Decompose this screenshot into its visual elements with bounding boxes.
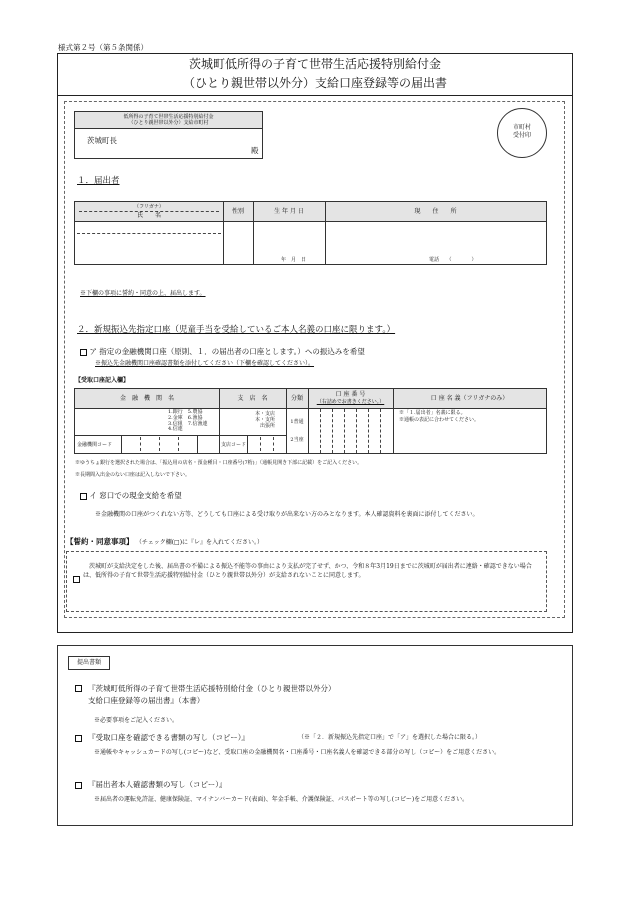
furigana-input-line — [77, 233, 221, 234]
option-a-text: 指定の金融機関口座（原則、１．の届出者の口座とします。）への振込みを希望 — [99, 347, 365, 356]
form-title-line2: （ひとり親世帯以外分）支給口座登録等の届出書 — [182, 76, 447, 90]
bank-code-digit-sep — [140, 437, 141, 451]
branch-code-digit-sep — [273, 437, 274, 451]
submission-documents-box — [57, 645, 573, 826]
pledge-text: 茨城町が支給決定をした後、届出書の不備による振込不能等の事由により支払が完了せず、かつ、令和８年3月19日までに茨城町が届出者に連絡・確認できない場合は、低所得の子育て世帯生活応援特別給付金（ひとり親世帯以外分）が支給されないことに同意します。 — [83, 563, 532, 579]
birth-label: 生 年 月 日 — [274, 208, 304, 215]
reception-stamp-circle — [497, 108, 547, 158]
account-digit-sep — [344, 409, 345, 453]
addressee-header-line1: 低所得の子育て世帯生活応援特別給付金 — [123, 114, 214, 120]
option-a-row — [80, 347, 365, 356]
section2-heading: ２．新規振込先指定口座（児童手当を受給しているご本人名義の口座に限ります。） — [77, 325, 396, 335]
pledge-consent-note: ※下欄の事項に誓約・同意の上、届出します。 — [80, 290, 206, 297]
section1-heading: １．届出者 — [77, 176, 120, 186]
option-a-label: ア — [89, 347, 97, 356]
option-a-note: ※振込先金融機関口座確認書類を添付してください（下欄を確認してください）。 — [95, 360, 315, 367]
option-i-row — [80, 491, 182, 500]
account-number-header: 口 座 番 号 — [335, 391, 366, 398]
furigana-label: （フリガナ） — [134, 204, 164, 210]
post-bank-note: ※ゆうちょ銀行を選択された場合は、「振込用の店名・預金種目・口座番号(7桁)」（通帳見開き下部に記載）をご記入ください。 — [75, 460, 363, 466]
option-i-note: ※金融機関の口座がつくれない方等、どうしても口座による受け取りが出来ない方のみとなります。本人確認資料を裏面に添付してください。 — [95, 511, 479, 518]
submission-item3-checkbox[interactable] — [75, 782, 82, 789]
account-digit-sep — [356, 409, 357, 453]
submission-item3-title: 『届出者本人確認書類の写し（コピー）』 — [88, 780, 227, 789]
addressee-header-line2: （ひとり親世帯以外分）支給市町村 — [128, 120, 209, 126]
submission-heading: 提出書類 — [68, 656, 110, 670]
option-i-label: イ — [89, 491, 97, 500]
bank-code-end — [197, 435, 198, 453]
holder-note-1: ※「１.届出者」名義に限る。 — [399, 410, 466, 416]
branch-code-digit-sep — [260, 437, 261, 451]
submission-item2-title: 『受取口座を確認できる書類の写し（コピー）』 — [88, 733, 249, 742]
account-type-current[interactable]: 2当座 — [290, 437, 304, 443]
account-digit-sep — [368, 409, 369, 453]
addressee-box — [74, 111, 263, 159]
submission-item1-note: ※必要事項をご記入ください。 — [94, 717, 179, 724]
account-type-header: 分類 — [290, 395, 303, 402]
bank-account-table — [74, 388, 547, 454]
applicant-table — [74, 201, 547, 265]
branch-name-input[interactable] — [220, 409, 256, 435]
submission-item2-extra: （※「２．新規振込先指定口座」で「ア」を選択した場合に限る。） — [298, 734, 482, 741]
bank-kind-options: 1.銀行 5.農協 2.金庫 6.漁協 3.信組 7.信漁連 4.信連 — [168, 409, 208, 433]
option-i-checkbox[interactable] — [80, 493, 87, 500]
option-i-text: 窓口での現金支給を希望 — [99, 491, 182, 500]
account-holder-input[interactable] — [394, 425, 546, 453]
account-type-ordinary[interactable]: 1普通 — [290, 419, 304, 425]
form-number: 様式第２号（第５条関係） — [58, 43, 148, 52]
form-title-line1: 茨城町低所得の子育て世帯生活応援特別給付金 — [188, 57, 441, 71]
gender-input[interactable] — [224, 222, 252, 263]
submission-item3-note: ※届出者の運転免許証、健康保険証、マイナンバーカード(表面)、年金手帳、介護保険証、パスポート等の写し(コピー)をご用意ください。 — [94, 796, 469, 803]
account-digit-sep — [332, 409, 333, 453]
account-digit-sep — [320, 409, 321, 453]
phone-label: 電話 （ ） — [429, 257, 477, 263]
bank-name-input[interactable] — [76, 409, 162, 435]
branch-code-label: 支店コード — [221, 442, 247, 448]
furigana-input[interactable] — [77, 222, 221, 233]
submission-item2-note: ※通帳やキャッシュカードの写し(コピー)など、受取口座の金融機関名・口座番号・口座名義人を確認できる部分の写し（コピー）をご用意ください。 — [94, 749, 501, 756]
bank-code-label: 金融機関コード — [77, 442, 113, 448]
bank-code-digit-sep — [159, 437, 160, 451]
pledge-hint: （チェック欄(□)に『レ』を入れてください。） — [135, 539, 264, 546]
title-band — [57, 53, 573, 96]
account-number-note: （右詰めでお書きください。） — [316, 399, 385, 405]
branch-name-header: 支 店 名 — [237, 395, 268, 402]
bank-table-caption: 【受取口座記入欄】 — [75, 377, 130, 384]
submission-item1-checkbox[interactable] — [75, 685, 82, 692]
dormant-account-note: ※長期間入出金のない口座は記入しないで下さい。 — [75, 472, 191, 478]
branch-kind-options: 本・支店 本・支所 出張所 — [255, 411, 276, 429]
address-label: 現 住 所 — [414, 208, 457, 215]
submission-item1-title: 『茨城町低所得の子育て世帯生活応援特別給付金（ひとり親世帯以外分） 支給口座登録等の届出書』（本書） — [88, 684, 336, 705]
pledge-checkbox[interactable] — [73, 576, 80, 583]
bank-name-header: 金 融 機 関 名 — [119, 395, 174, 402]
pledge-heading-row — [66, 537, 263, 547]
gender-label: 性別 — [231, 208, 244, 215]
name-input[interactable] — [77, 235, 221, 263]
account-digit-sep — [380, 409, 381, 453]
account-holder-header: 口 座 名 義（フリガナのみ） — [430, 395, 509, 402]
pledge-box — [66, 551, 547, 612]
pledge-heading: 【誓約・同意事項】 — [66, 537, 134, 546]
addressee-honorific: 殿 — [251, 146, 259, 155]
addressee-name: 茨城町長 — [87, 136, 117, 145]
bank-code-digit-sep — [178, 437, 179, 451]
holder-note-2: ※通帳の表記に合わせてください。 — [399, 417, 480, 423]
addressee-header — [75, 112, 262, 129]
stamp-label-line2: 受付印 — [512, 131, 531, 139]
submission-item2-checkbox[interactable] — [75, 735, 82, 742]
name-label: 氏 名 — [136, 212, 161, 219]
stamp-label-line1: 市町村 — [512, 124, 531, 131]
birthdate-units: 年 月 日 — [281, 257, 307, 263]
option-a-checkbox[interactable] — [80, 349, 87, 356]
branch-code-input[interactable] — [247, 435, 287, 453]
